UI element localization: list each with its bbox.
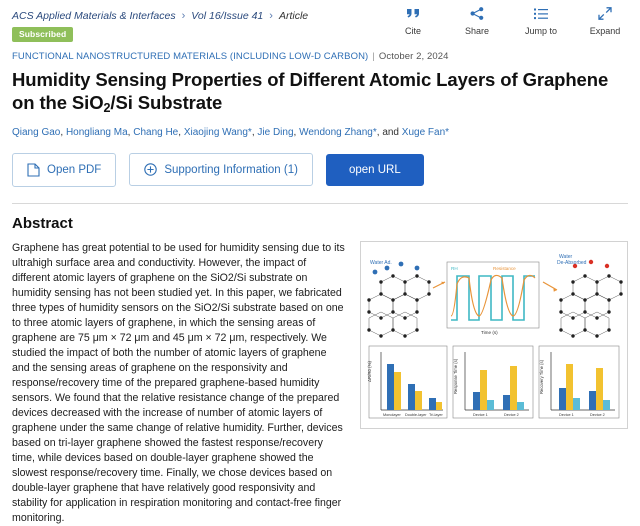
svg-text:Response Time (s): Response Time (s)	[453, 358, 458, 394]
svg-text:Recovery Time (s): Recovery Time (s)	[539, 359, 544, 394]
open-pdf-button[interactable]	[12, 153, 116, 187]
jump-to-label: Jump to	[524, 26, 557, 36]
expand-label: Expand	[589, 26, 621, 36]
title-subscript: 2	[103, 100, 111, 115]
svg-text:Time (s): Time (s)	[481, 329, 498, 335]
author-4[interactable]: Xiaojing Wang*	[183, 126, 252, 138]
svg-text:Tri-layer: Tri-layer	[429, 412, 443, 417]
author-2[interactable]: Hongliang Ma	[65, 126, 128, 138]
quote-icon	[392, 6, 434, 23]
svg-text:De-Absorbed: De-Absorbed	[557, 259, 587, 266]
chevron-right-icon: ›	[181, 10, 186, 22]
open-url-button[interactable]	[326, 154, 424, 186]
author-sep: ,	[251, 126, 255, 138]
svg-text:Water Ad.: Water Ad.	[370, 259, 392, 266]
article-toolbar	[392, 6, 626, 36]
svg-text:Water: Water	[559, 253, 573, 260]
author-5[interactable]: Jie Ding	[257, 126, 294, 138]
author-list	[12, 125, 628, 140]
subscribed-badge: Subscribed	[12, 27, 73, 42]
author-3[interactable]: Chang He	[133, 126, 179, 138]
title-part-1: Humidity Sensing Properties of Different Atomic Layers of Graphene on the SiO	[12, 69, 609, 113]
plus-circle-icon	[144, 163, 157, 176]
abstract-section	[12, 241, 628, 526]
supporting-information-label: Supporting Information (1)	[164, 163, 298, 176]
share-label: Share	[464, 26, 490, 36]
page-title	[12, 69, 628, 116]
share-button[interactable]	[456, 6, 498, 36]
author-sep: ,	[127, 126, 131, 138]
svg-text:Device 1: Device 1	[559, 412, 574, 417]
author-sep: ,	[178, 126, 182, 138]
supporting-information-button[interactable]	[129, 153, 313, 186]
cite-label: Cite	[404, 26, 421, 36]
abstract-body: Graphene has great potential to be used for humidity sensing due to its ultrahigh surface area and conductivity. However, the impact of different atomic layers of graphene on the SiO2/Si substrate on humidity sensing has not been studied yet. In this paper, we fabricated three types of humidity sensors on the SiO2/Si substrate based on one to three atomic layers of graphene, in which the sensing areas of graphene are 75 μm × 72 μm and 45 μm × 72 μm, respectively. We studied the impact of both the number of atomic layers of graphene and the sensing areas of graphene on the responsivity and response/recovery time of the prepared graphene-based humidity sensors. We found that the relative resistance change of the prepared devices decreased with the increase of number of atomic layers of graphene under the same change of relative humidity. Further, devices based on tri-layer graphene showed the fastest response/recovery time, while devices based on double-layer graphene showed the slowest response/recovery time. Finally, we chose devices based on double-layer graphene that have relatively good responsivity and stability for application in respiration monitoring and contact-free finger monitoring.	[12, 241, 345, 525]
author-1[interactable]: Qiang Gao	[12, 126, 61, 138]
abstract-heading: Abstract	[12, 214, 73, 232]
title-part-2: /Si Substrate	[110, 91, 223, 113]
breadcrumb-article: Article	[278, 10, 309, 22]
chevron-right-icon: ›	[269, 10, 273, 22]
author-sep: ,	[376, 126, 380, 138]
graphical-abstract-figure[interactable]	[360, 241, 628, 429]
svg-text:Device 2: Device 2	[504, 412, 519, 417]
author-sep: ,	[293, 126, 297, 138]
section-name[interactable]: FUNCTIONAL NANOSTRUCTURED MATERIALS (INCLUDING LOW-D CARBON)	[12, 51, 369, 62]
svg-text:Double-layer: Double-layer	[405, 412, 427, 417]
author-conjunction: and	[382, 126, 399, 138]
svg-text:RH: RH	[451, 265, 458, 271]
jump-to-button[interactable]	[520, 6, 562, 36]
svg-text:Device 2: Device 2	[590, 412, 605, 417]
author-7[interactable]: Xuge Fan*	[401, 126, 450, 138]
cite-button[interactable]	[392, 6, 434, 36]
meta-divider: |	[372, 51, 375, 62]
list-icon	[520, 6, 562, 23]
svg-text:Monolayer: Monolayer	[383, 412, 401, 417]
publication-date: October 2, 2024	[378, 51, 449, 62]
section-divider	[12, 203, 628, 204]
expand-button[interactable]	[584, 6, 626, 36]
svg-text:Resistance: Resistance	[493, 265, 516, 271]
breadcrumb-issue[interactable]: Vol 16/Issue 41	[191, 10, 264, 22]
svg-text:ΔR/R0 (%): ΔR/R0 (%)	[367, 360, 372, 382]
expand-icon	[584, 6, 626, 23]
open-url-label: open URL	[348, 163, 401, 176]
article-meta	[12, 51, 628, 62]
author-sep: ,	[60, 126, 64, 138]
share-icon	[456, 6, 498, 23]
article-actions	[12, 153, 628, 187]
breadcrumb-journal[interactable]: ACS Applied Materials & Interfaces	[12, 10, 176, 22]
pdf-icon	[27, 163, 40, 177]
svg-text:Device 1: Device 1	[473, 412, 488, 417]
author-6[interactable]: Wendong Zhang*	[299, 126, 377, 138]
open-pdf-label: Open PDF	[47, 163, 102, 176]
